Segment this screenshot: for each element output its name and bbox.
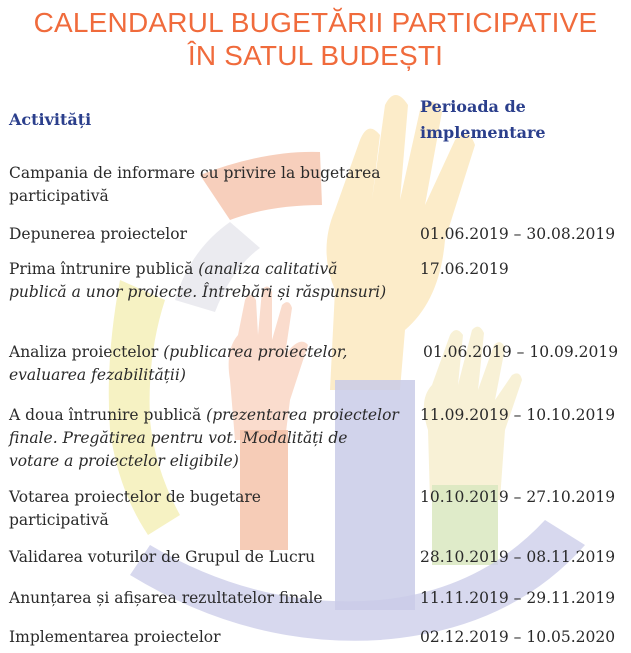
period-cell: 01.06.2019 – 30.08.2019 bbox=[420, 225, 616, 243]
activity-text: Depunerea proiectelor bbox=[9, 225, 187, 243]
activity-cell bbox=[9, 486, 339, 532]
activity-text: Validarea voturilor de Grupul de Lucru bbox=[9, 548, 316, 566]
activity-cell bbox=[9, 258, 399, 304]
activities-header: Activități bbox=[9, 110, 92, 129]
activity-cell bbox=[9, 626, 399, 649]
activity-text: Anunțarea și afișarea rezultatelor finale bbox=[9, 589, 323, 607]
activity-text: Campania de informare cu privire la bugetarea participativă bbox=[9, 164, 381, 205]
period-cell: 02.12.2019 – 10.05.2020 bbox=[420, 628, 616, 646]
activity-text: Prima întrunire publică bbox=[9, 260, 194, 278]
activity-cell bbox=[9, 223, 399, 246]
period-cell: 10.10.2019 – 27.10.2019 bbox=[420, 488, 616, 506]
activity-cell bbox=[9, 546, 399, 569]
title-line-1: CALENDARUL BUGETĂRII PARTICIPATIVE bbox=[33, 7, 598, 38]
activity-note: (publicarea proiectelor, evaluarea fezabilității) bbox=[9, 343, 348, 384]
activity-text: A doua întrunire publică bbox=[9, 406, 202, 424]
activity-text: Analiza proiectelor bbox=[9, 343, 159, 361]
page-title bbox=[0, 6, 631, 72]
period-cell: 17.06.2019 bbox=[420, 260, 509, 278]
period-header: Perioada de implementare bbox=[420, 97, 546, 142]
activity-cell bbox=[9, 404, 399, 473]
period-cell: 11.11.2019 – 29.11.2019 bbox=[420, 589, 616, 607]
period-cell: 28.10.2019 – 08.11.2019 bbox=[420, 548, 616, 566]
activity-note: (analiza calitativă publică a unor proiecte. Întrebări și răspunsuri) bbox=[9, 260, 387, 301]
activity-cell bbox=[9, 587, 399, 610]
period-cell: 11.09.2019 – 10.10.2019 bbox=[420, 406, 616, 424]
activity-text: Votarea proiectelor de bugetare participativă bbox=[9, 488, 261, 529]
title-line-2: ÎN SATUL BUDEȘTI bbox=[187, 40, 444, 71]
activity-cell bbox=[9, 341, 399, 387]
period-cell: 01.06.2019 – 10.09.2019 bbox=[423, 343, 619, 361]
activity-text: Implementarea proiectelor bbox=[9, 628, 221, 646]
activity-note: (prezentarea proiectelor finale. Pregătirea pentru vot. Modalități de votare a proiectelor eligibile) bbox=[9, 406, 399, 470]
activity-cell bbox=[9, 162, 399, 208]
